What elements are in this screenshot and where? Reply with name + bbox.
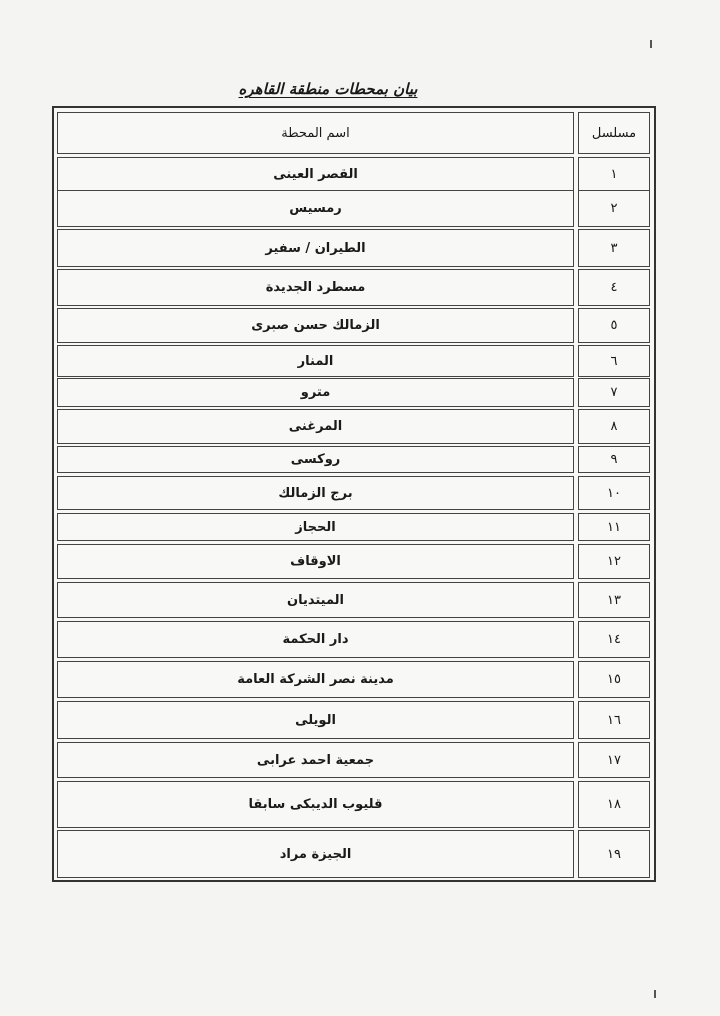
scan-mark-bottom (654, 990, 656, 998)
station-name-cell: قليوب الديبكى سابقا (57, 781, 574, 828)
table-row (0, 476, 720, 510)
station-name-cell: الويلى (57, 701, 574, 739)
serial-cell: ٩ (578, 446, 650, 473)
header-station-name: اسم المحطة (57, 112, 574, 154)
serial-cell: ١٢ (578, 544, 650, 579)
serial-cell: ١١ (578, 513, 650, 541)
station-name-cell: المرغنى (57, 409, 574, 444)
serial-cell: ١٨ (578, 781, 650, 828)
station-name-cell: جمعية احمد عرابى (57, 742, 574, 778)
serial-cell: ١٩ (578, 830, 650, 878)
table-row (0, 409, 720, 444)
table-row (0, 544, 720, 579)
station-name-cell: برج الزمالك (57, 476, 574, 510)
table-header-row (0, 112, 720, 154)
table-row (0, 269, 720, 306)
serial-cell: ٢ (578, 190, 650, 227)
serial-cell: ١٠ (578, 476, 650, 510)
header-serial: مسلسل (578, 112, 650, 154)
table-row (0, 308, 720, 343)
serial-cell: ٨ (578, 409, 650, 444)
station-name-cell: القصر العينى (57, 157, 574, 191)
table-row (0, 446, 720, 473)
table-row (0, 830, 720, 878)
table-row (0, 701, 720, 739)
scan-mark-top (650, 40, 652, 48)
table-row (0, 345, 720, 377)
serial-cell: ٧ (578, 378, 650, 407)
station-name-cell: الميتديان (57, 582, 574, 618)
table-row (0, 742, 720, 778)
table-row (0, 621, 720, 658)
table-row (0, 229, 720, 267)
document-title: بيان بمحطات منطقة القاهره (238, 80, 418, 98)
serial-cell: ٥ (578, 308, 650, 343)
serial-cell: ٣ (578, 229, 650, 267)
table-row (0, 190, 720, 227)
serial-cell: ١ (578, 157, 650, 191)
station-name-cell: الجيزة مراد (57, 830, 574, 878)
table-row (0, 582, 720, 618)
station-name-cell: مدينة نصر الشركة العامة (57, 661, 574, 698)
serial-cell: ١٥ (578, 661, 650, 698)
station-name-cell: دار الحكمة (57, 621, 574, 658)
station-name-cell: مترو (57, 378, 574, 407)
station-name-cell: روكسى (57, 446, 574, 473)
serial-cell: ١٣ (578, 582, 650, 618)
serial-cell: ١٧ (578, 742, 650, 778)
station-name-cell: الحجاز (57, 513, 574, 541)
serial-cell: ١٦ (578, 701, 650, 739)
table-row (0, 781, 720, 828)
table-row (0, 157, 720, 191)
station-name-cell: الطيران / سفير (57, 229, 574, 267)
serial-cell: ٤ (578, 269, 650, 306)
table-row (0, 378, 720, 407)
serial-cell: ٦ (578, 345, 650, 377)
station-name-cell: مسطرد الجديدة (57, 269, 574, 306)
table-row (0, 513, 720, 541)
serial-cell: ١٤ (578, 621, 650, 658)
station-name-cell: رمسيس (57, 190, 574, 227)
station-name-cell: الزمالك حسن صبرى (57, 308, 574, 343)
station-name-cell: المنار (57, 345, 574, 377)
table-row (0, 661, 720, 698)
station-name-cell: الاوقاف (57, 544, 574, 579)
